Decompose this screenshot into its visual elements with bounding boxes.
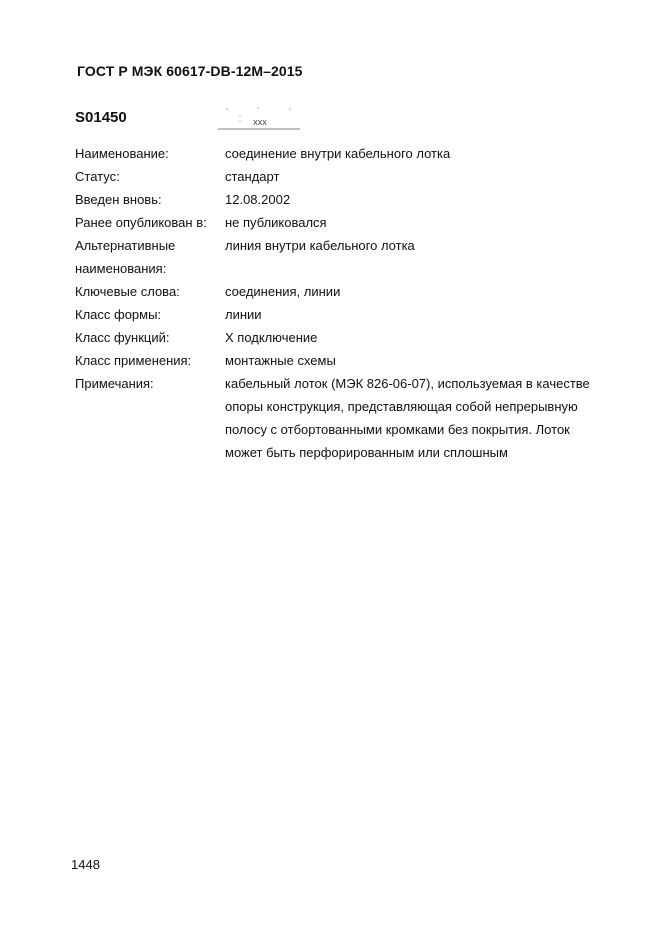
field-row-function-class — [75, 326, 595, 349]
field-row-keywords — [75, 280, 595, 303]
symbol-code: S01450 — [75, 109, 127, 126]
field-row-introduced — [75, 188, 595, 211]
field-value: Х подключение — [225, 330, 318, 345]
field-label: Примечания: — [75, 376, 154, 391]
field-value: не публиковался — [225, 215, 327, 230]
field-value: соединения, линии — [225, 284, 341, 299]
field-value: соединение внутри кабельного лотка — [225, 146, 451, 161]
page-number: 1448 — [71, 857, 100, 872]
field-label: Ранее опубликован в: — [75, 215, 207, 230]
field-label: Наименование: — [75, 146, 169, 161]
field-value: линия внутри кабельного лотка — [225, 238, 415, 253]
field-label: Класс формы: — [75, 307, 162, 322]
field-row-previously-published — [75, 211, 595, 234]
field-value: 12.08.2002 — [225, 192, 291, 207]
field-value: стандарт — [225, 169, 280, 184]
field-row-status — [75, 165, 595, 188]
field-value: линии — [225, 307, 262, 322]
field-label: Альтернативные наименования: — [75, 238, 176, 276]
svg-text:xxx: xxx — [253, 117, 267, 127]
field-label: Класс функций: — [75, 330, 170, 345]
document-header: ГОСТ Р МЭК 60617-DB-12M–2015 — [77, 63, 303, 79]
field-row-name — [75, 142, 595, 165]
field-row-application-class — [75, 349, 595, 372]
field-label: Статус: — [75, 169, 120, 184]
field-label: Ключевые слова: — [75, 284, 180, 299]
field-label: Класс применения: — [75, 353, 192, 368]
field-value: кабельный лоток (МЭК 826-06-07), используемая в качестве опоры конструкция, представляющая собой непрерывную полосу с отбортованными кромками без покрытия. Лоток может быть перфорированным или сплошным — [225, 376, 590, 460]
field-row-alternative-names — [75, 234, 595, 280]
field-label: Введен вновь: — [75, 192, 162, 207]
cable-tray-junction-symbol-icon — [218, 104, 302, 132]
field-value: монтажные схемы — [225, 353, 336, 368]
field-row-notes — [75, 372, 595, 464]
attribute-table — [75, 142, 595, 464]
field-row-shape-class — [75, 303, 595, 326]
